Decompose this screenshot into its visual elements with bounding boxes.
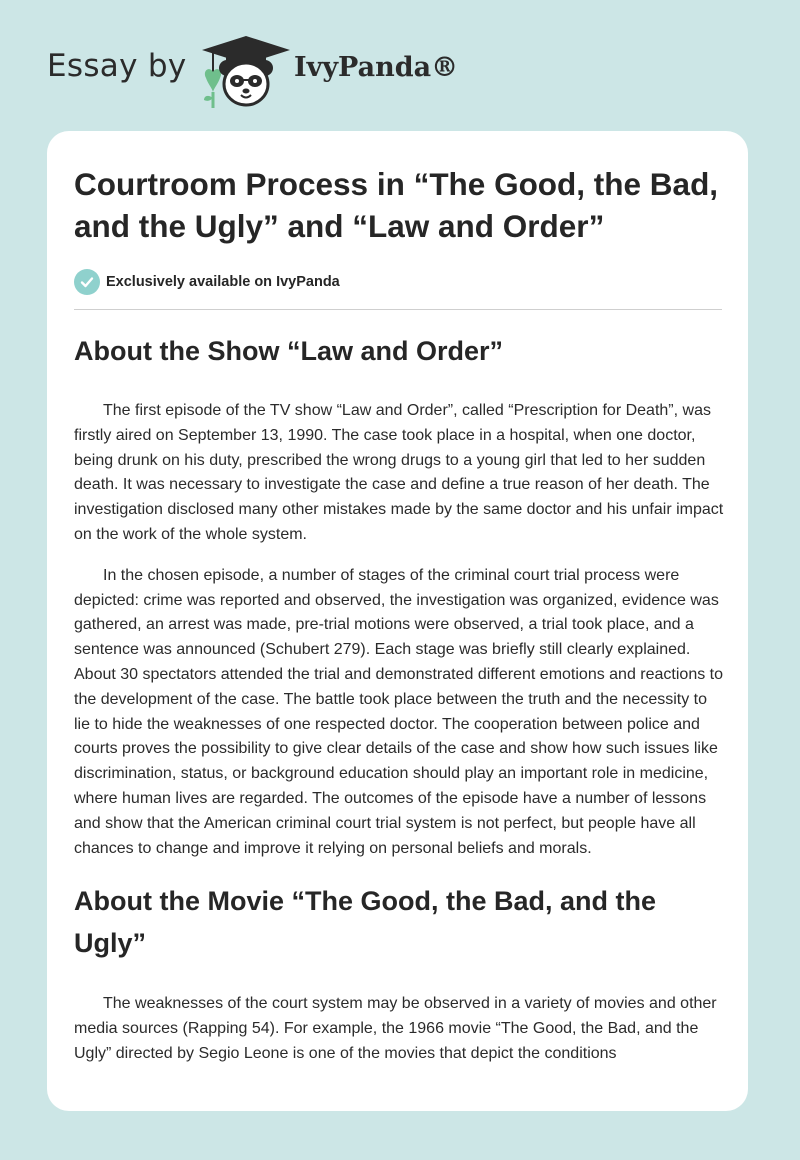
section-heading: About the Movie “The Good, the Bad, and the Ugly” <box>74 886 656 959</box>
paragraph: The weaknesses of the court system may be observed in a variety of movies and other media sources (Rapping 54). For example, the 1966 movie “The Good, the Bad, and the Ugly” directed by Segio Leone is one of the movies that depict the conditions <box>74 995 717 1062</box>
badge-label: Exclusively available on IvyPanda <box>106 274 340 290</box>
essay-card <box>47 131 748 1111</box>
page-title: Courtroom Process in “The Good, the Bad, and the Ugly” and “Law and Order” <box>74 166 719 244</box>
exclusive-badge <box>74 267 724 297</box>
essay-content <box>74 131 724 1067</box>
section-heading: About the Show “Law and Order” <box>74 336 504 366</box>
site-header <box>0 0 800 130</box>
brand-prefix: Essay by <box>47 48 187 84</box>
brand-name[interactable]: IvyPanda® <box>294 52 459 83</box>
paragraph: The first episode of the TV show “Law and Order”, called “Prescription for Death”, was firstly aired on September 13, 1990. The case took place in a hospital, when one doctor, being drunk on his duty, prescribed the wrong drugs to a young girl that led to her sudden death. It was necessary to investigate the case and define a true reason of her death. The investigation disclosed many other mistakes made by the same doctor and his unfair impact on the work of the whole system. <box>74 402 724 543</box>
checkmark-icon <box>74 269 100 295</box>
paragraph: In the chosen episode, a number of stages of the criminal court trial process were depicted: crime was reported and observed, the investigation was organized, evidence was gathered, an arrest was made, pre-trial motions were observed, a trial took place, and a sentence was announced (Schubert 279). Each stage was briefly still clearly explained. About 30 spectators attended the trial and demonstrated different emotions and reactions to the development of the case. The battle took place between the truth and the necessity to lie to hide the weaknesses of one respected doctor. The cooperation between police and courts proves the possibility to give clear details of the case and show how such issues like discrimination, status, or background education should play an important role in medicine, where human lives are regarded. The outcomes of the episode have a number of lessons and show that the American criminal court trial system is not perfect, but people have all chances to change and improve it relying on personal beliefs and morals. <box>74 566 724 857</box>
panda-graduate-logo-icon[interactable] <box>200 34 292 110</box>
divider <box>74 309 722 310</box>
